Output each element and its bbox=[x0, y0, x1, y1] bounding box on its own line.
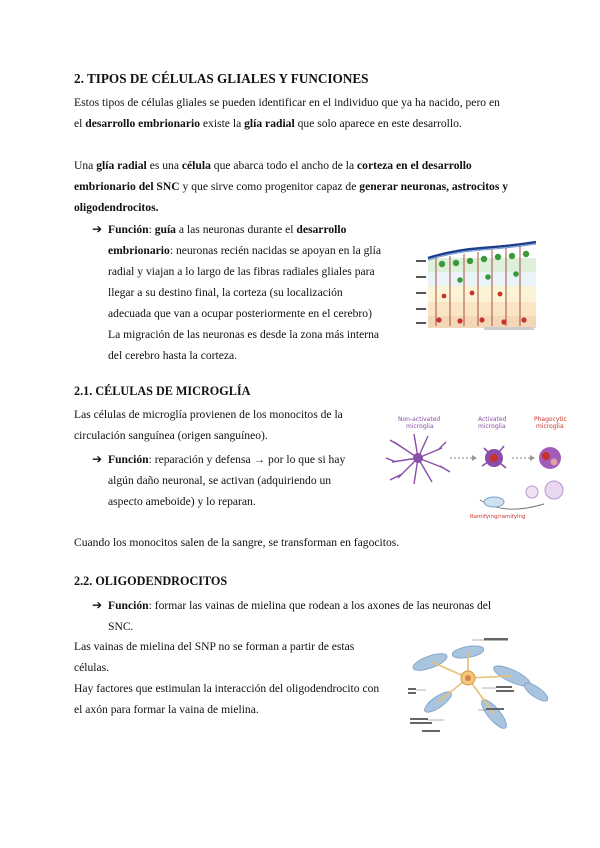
oligo-line-4: el axón para formar la vaina de mielina. bbox=[74, 703, 259, 716]
radial-func-line-6: La migración de las neuronas es desde la zona más interna bbox=[108, 328, 380, 341]
label-phagocytic: Phagocytic bbox=[534, 416, 567, 423]
microglia-func-line-2: algún daño neuronal, se activan (adquiriendo un bbox=[108, 474, 332, 487]
radial-line-1: Una glía radial es una célula que abarca todo el ancho de la corteza en el desarrollo bbox=[74, 159, 472, 172]
intro-line-2: el desarrollo embrionario existe la glía radial que solo aparece en este desarrollo. bbox=[74, 117, 462, 130]
microglia-figure bbox=[384, 412, 574, 522]
oligo-line-3: Hay factores que estimulan la interacción del oligodendrocito con bbox=[74, 682, 380, 695]
radial-glia-figure bbox=[414, 236, 536, 330]
section-heading-2-2: 2.2. OLIGODENDROCITOS bbox=[74, 574, 228, 588]
section-heading-2: 2. TIPOS DE CÉLULAS GLIALES Y FUNCIONES bbox=[74, 71, 369, 86]
section-heading-2-1: 2.1. CÉLULAS DE MICROGLÍA bbox=[74, 384, 251, 398]
microglia-func-line-3: aspecto ameboide) y lo reparan. bbox=[108, 495, 256, 508]
radial-func-line-2: embrionario: neuronas recién nacidas se apoyan en la glía bbox=[108, 244, 382, 257]
oligo-func-line-1: Función: formar las vainas de mielina que rodean a los axones de las neuronas del bbox=[108, 599, 492, 612]
bullet-arrow-icon: ➔ bbox=[92, 598, 103, 612]
oligodendrocyte-figure bbox=[408, 632, 558, 734]
oligo-line-1: Las vainas de mielina del SNP no se forman a partir de estas bbox=[74, 640, 355, 653]
radial-func-line-3: radial y viajan a lo largo de las fibras radiales gliales para bbox=[108, 265, 375, 278]
radial-line-2: embrionario del SNC y que sirve como progenitor capaz de generar neuronas, astrocitos y bbox=[74, 180, 509, 193]
radial-func-line-5: adecuada que van a ocupar posteriormente en el cerebro) bbox=[108, 307, 372, 320]
label-phagocytic-2: microglia bbox=[536, 423, 564, 430]
oligo-func-line-2: SNC. bbox=[108, 620, 134, 633]
radial-func-line-7: del cerebro hasta la corteza. bbox=[108, 349, 238, 362]
microglia-line-1: Las células de microglía provienen de los monocitos de la bbox=[74, 408, 343, 421]
label-non-activated: Non-activated bbox=[398, 416, 441, 423]
oligo-line-2: células. bbox=[74, 661, 110, 674]
label-activated: Activated bbox=[478, 416, 507, 423]
radial-func-line-4: llegar a su destino final, la corteza (su localización bbox=[108, 286, 343, 299]
bullet-arrow-icon: ➔ bbox=[92, 452, 103, 466]
label-bottom: Ramifying/ramifying bbox=[470, 514, 526, 520]
radial-func-line-1: Función: guía a las neuronas durante el desarrollo bbox=[108, 223, 347, 236]
radial-line-3: oligodendrocitos. bbox=[74, 201, 159, 214]
label-activated-2: microglia bbox=[478, 423, 506, 430]
intro-line-1: Estos tipos de células gliales se pueden identificar en el individuo que ya ha nacido, pero en bbox=[74, 96, 500, 109]
bullet-arrow-icon: ➔ bbox=[92, 222, 103, 236]
label-non-activated-2: microglia bbox=[406, 423, 434, 430]
monocytes-note: Cuando los monocitos salen de la sangre, se transforman en fagocitos. bbox=[74, 536, 400, 549]
microglia-line-2: circulación sanguínea (origen sanguíneo). bbox=[74, 429, 268, 442]
microglia-func-line-1: Función: reparación y defensa → por lo que si hay bbox=[108, 453, 346, 466]
